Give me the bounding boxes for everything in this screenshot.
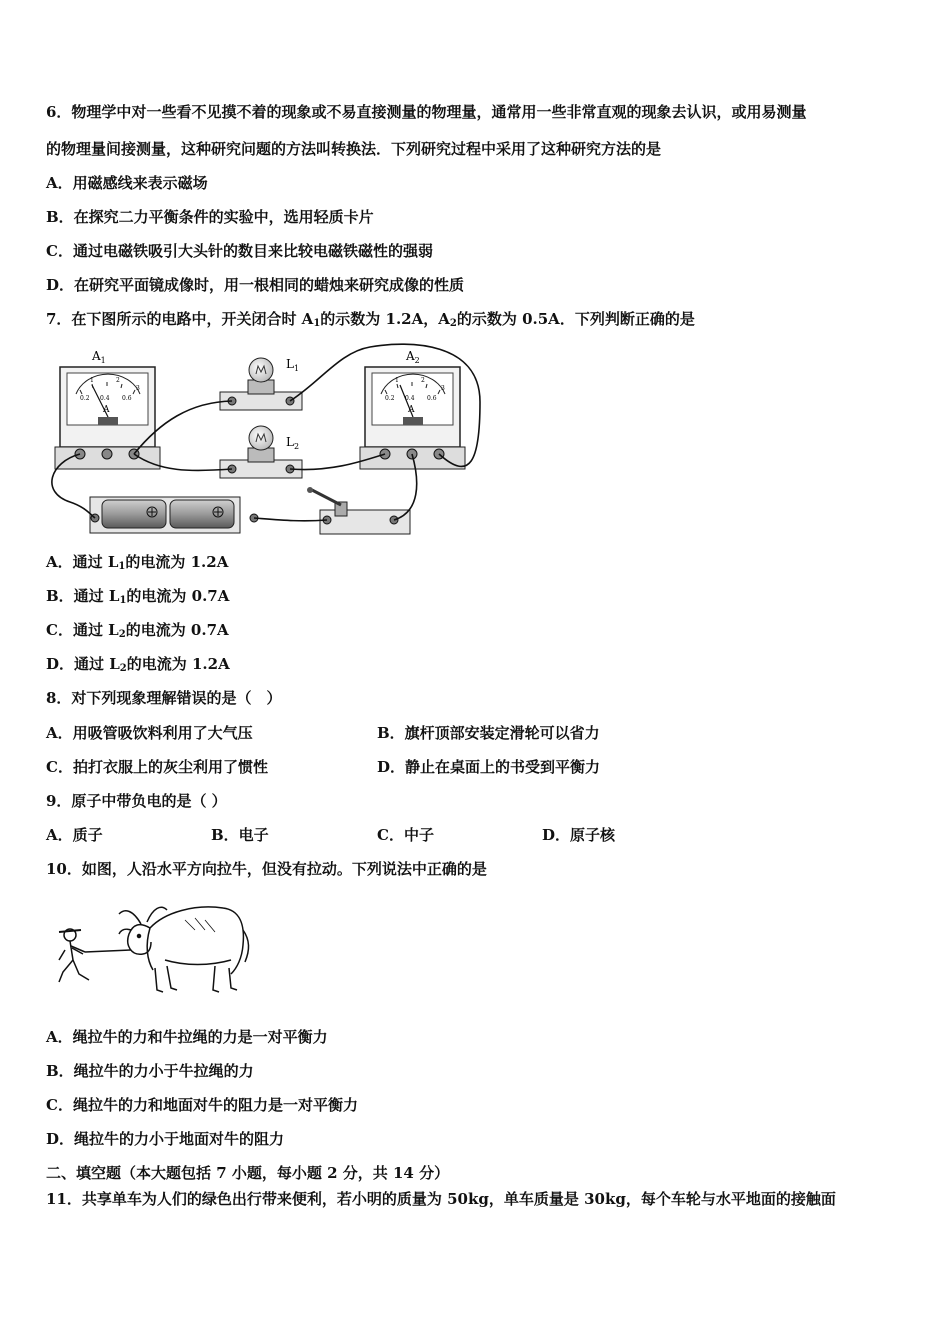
q6-option-d: D．在研究平面镜成像时，用一根相同的蜡烛来研究成像的性质 bbox=[46, 276, 465, 294]
l1-label: $L_1$ bbox=[286, 357, 300, 373]
l2-label: $L_2$ bbox=[286, 435, 300, 451]
q10-option-d: D．绳拉牛的力小于地面对牛的阻力 bbox=[46, 1130, 285, 1148]
a2-label: $A_2$ bbox=[406, 349, 420, 365]
q9-option-b: B．电子 bbox=[211, 826, 269, 844]
q8-option-d: D．静止在桌面上的书受到平衡力 bbox=[377, 758, 601, 776]
switch bbox=[307, 487, 410, 534]
section2-heading: 二、填空题（本大题包括 7 小题，每小题 2 分，共 14 分） bbox=[46, 1164, 450, 1182]
a1-scale-label: 0.6 bbox=[122, 395, 132, 402]
circuit-figure bbox=[40, 342, 490, 538]
q9-stem: 9．原子中带负电的是（ ） bbox=[46, 792, 227, 810]
q8-option-a: A．用吸管吸饮料利用了大气压 bbox=[46, 724, 253, 742]
q6-stem-line1: 6．物理学中对一些看不见摸不着的现象或不易直接测量的物理量，通常用一些非常直观的现象去认识，或用易测量 bbox=[46, 103, 807, 121]
q6-stem-line2: 的物理量间接测量，这种研究问题的方法叫转换法．下列研究过程中采用了这种研究方法的是 bbox=[46, 140, 662, 158]
q6-option-c: C．通过电磁铁吸引大头针的数目来比较电磁铁磁性的强弱 bbox=[46, 242, 433, 260]
a1-scale-label: 0.4 bbox=[100, 395, 110, 402]
q10-option-c: C．绳拉牛的力和地面对牛的阻力是一对平衡力 bbox=[46, 1096, 358, 1114]
q9-option-c: C．中子 bbox=[377, 826, 434, 844]
a2-scale-label: 0.6 bbox=[427, 395, 437, 402]
ammeter-a1 bbox=[55, 349, 160, 469]
q8-option-b: B．旗杆顶部安装定滑轮可以省力 bbox=[377, 724, 600, 742]
battery bbox=[90, 497, 258, 533]
a1-scale-label: 2 bbox=[116, 377, 120, 384]
q7-stem: 7．在下图所示的电路中，开关闭合时 $A_1$的示数为 1.2A，$A_2$的示数为 0.5A．下列判断正确的是 bbox=[46, 310, 695, 329]
q10-stem: 10．如图，人沿水平方向拉牛，但没有拉动。下列说法中正确的是 bbox=[46, 860, 487, 878]
q10-option-b: B．绳拉牛的力小于牛拉绳的力 bbox=[46, 1062, 254, 1080]
ammeter-a2 bbox=[360, 349, 465, 469]
a2-scale-label: 0.4 bbox=[405, 395, 415, 402]
q11-stem: 11．共享单车为人们的绿色出行带来便利，若小明的质量为 50kg，单车质量是 30kg，每个车轮与水平地面的接触面 bbox=[46, 1190, 836, 1208]
lamp-l1 bbox=[220, 357, 302, 410]
q10-option-a: A．绳拉牛的力和牛拉绳的力是一对平衡力 bbox=[46, 1028, 328, 1046]
q7-option-d: D．通过 $L_2$的电流为 1.2A bbox=[46, 655, 230, 674]
a1-unit: A bbox=[103, 405, 110, 415]
man-pulling-ox-figure bbox=[45, 890, 255, 1005]
a2-scale-label: 1 bbox=[395, 377, 399, 384]
a1-scale-label: 1 bbox=[90, 377, 94, 384]
a2-unit: A bbox=[408, 405, 415, 415]
q8-option-c: C．拍打衣服上的灰尘利用了惯性 bbox=[46, 758, 268, 776]
q8-stem: 8．对下列现象理解错误的是（ ） bbox=[46, 689, 282, 707]
q7-option-c: C．通过 $L_2$的电流为 0.7A bbox=[46, 621, 229, 640]
a1-scale-label: 0.2 bbox=[80, 395, 90, 402]
q6-option-a: A．用磁感线来表示磁场 bbox=[46, 174, 208, 192]
a1-scale-label: 3 bbox=[136, 385, 140, 392]
a1-label: $A_1$ bbox=[92, 349, 106, 365]
a2-scale-label: 3 bbox=[441, 385, 445, 392]
lamp-l2 bbox=[220, 426, 302, 478]
a2-scale-label: 0.2 bbox=[385, 395, 395, 402]
q6-option-b: B．在探究二力平衡条件的实验中，选用轻质卡片 bbox=[46, 208, 374, 226]
q9-option-d: D．原子核 bbox=[542, 826, 616, 844]
q7-option-a: A．通过 $L_1$的电流为 1.2A bbox=[46, 553, 229, 572]
a2-scale-label: 2 bbox=[421, 377, 425, 384]
q7-option-b: B．通过 $L_1$的电流为 0.7A bbox=[46, 587, 230, 606]
q9-option-a: A．质子 bbox=[46, 826, 103, 844]
